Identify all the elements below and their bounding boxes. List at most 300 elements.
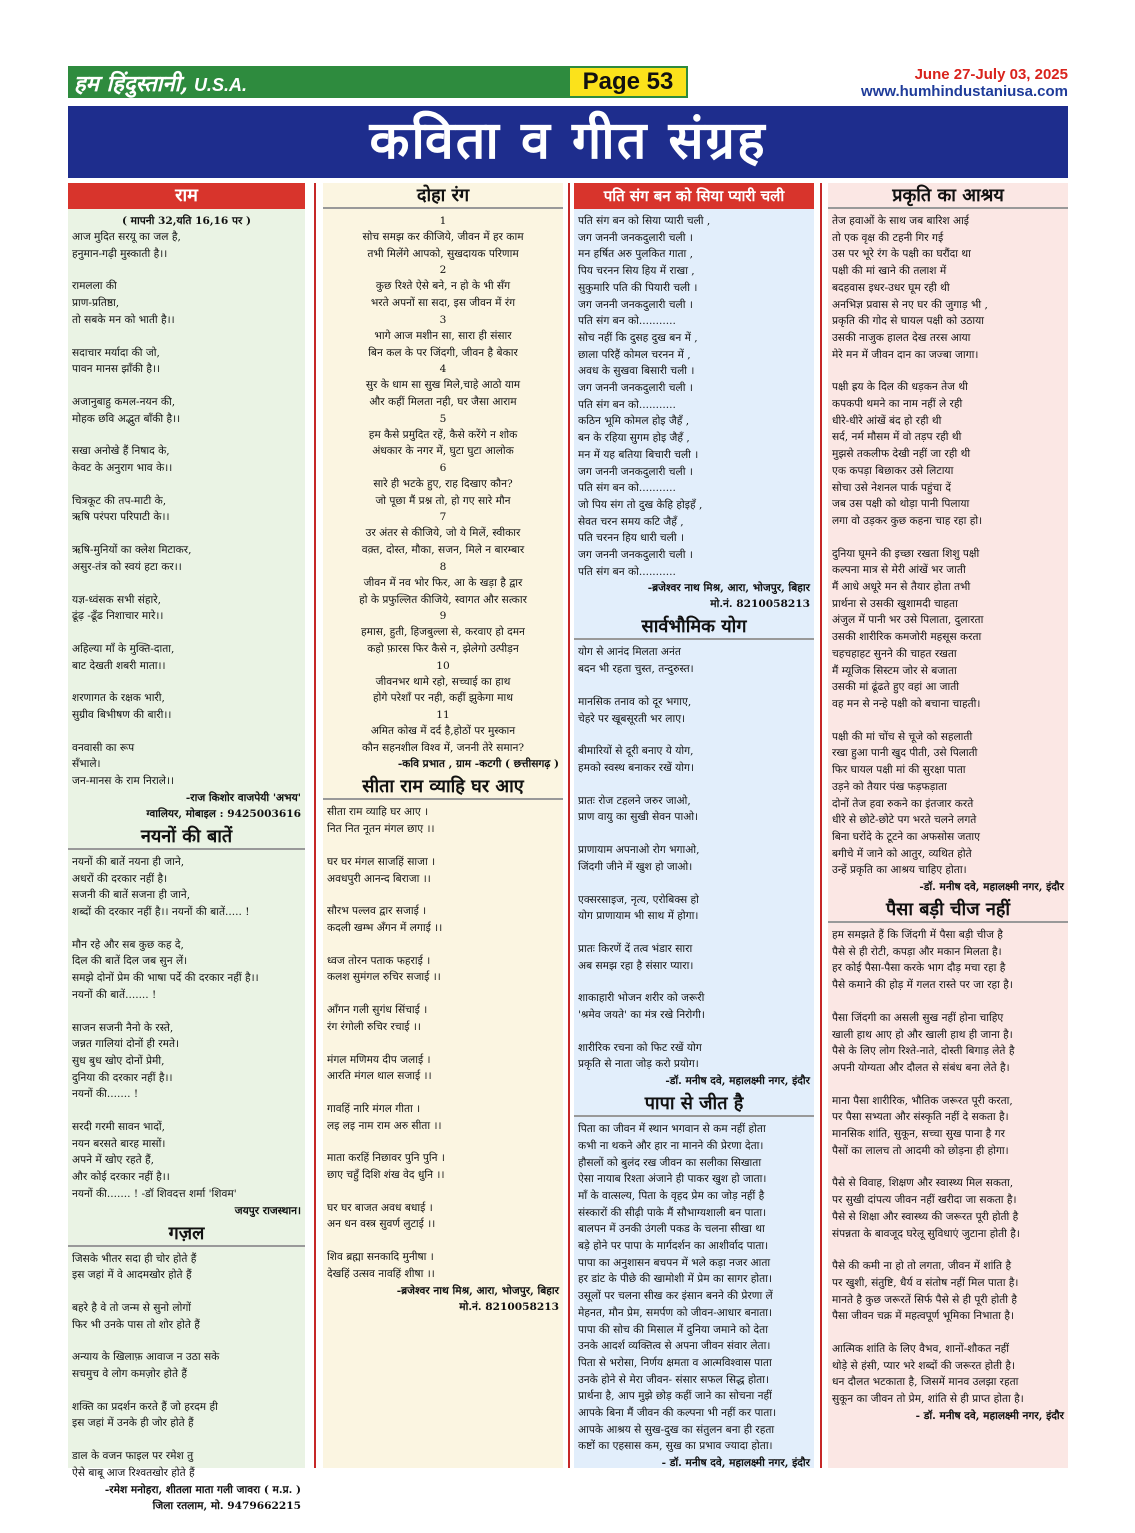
stanza-gap <box>578 727 810 743</box>
stanza-gap <box>72 1333 301 1349</box>
poem-line: पिता से भरोसा, निर्णय क्षमता व आत्मविश्वास पाता <box>578 1356 772 1369</box>
poem-line: ऋषि-मुनियों का क्लेश मिटाकर, <box>72 544 192 557</box>
poem-title: गज़ल <box>68 1221 305 1247</box>
poem-line: हमास, हुती, हिजबुल्ला से, करवाए हो दमन <box>361 626 525 639</box>
poem-body <box>68 854 305 1203</box>
poem-line: वक़्त, दोस्त, मौका, सजन, मिले न बारम्बार <box>361 544 525 557</box>
poem-line: बिन कल के पर जिंदगी, जीवन है बेकार <box>368 346 518 359</box>
poem-line: पापा का अनुशासन बचपन में भले कड़ा नजर आता <box>578 1256 771 1269</box>
poem-line: यज्ञ-ध्वंसक सभी संहारे, <box>72 593 162 606</box>
poem-line: सुग्रीव बिभीषण की बारी।। <box>72 709 172 722</box>
poem-line: अन धन वस्त्र सुवर्ण लुटाई ।। <box>327 1218 436 1231</box>
poem-section <box>574 614 814 1089</box>
poem-line: मैं आधे अधूरे मन से तैयार होता तभी <box>832 581 971 594</box>
poem-line: बालपन में उनकी उंगली पकड के चलना सीखा था <box>578 1223 765 1236</box>
poem-line: दोनों तेज हवा रुकने का इंतजार करते <box>832 797 974 810</box>
poem-line: सुकुमारि पति की पियारी चली । <box>578 281 698 294</box>
stanza-gap <box>578 876 810 892</box>
poem-line: पति संग बन को........... <box>578 315 676 328</box>
poem-line: मन हर्षित अरु पुलकित गाता , <box>578 248 693 261</box>
poem-author: मो.नं. 8210058213 <box>459 1300 559 1313</box>
poem-line: खाली हाथ आए हो और खाली हाथ ही जाना है। <box>832 1028 1013 1041</box>
stanza-gap <box>327 887 559 903</box>
poem-line: छाला परिहैं कोमल चरनन में , <box>578 348 691 361</box>
poem-line: वनवासी का रूप <box>72 741 135 754</box>
poem-line: प्राण वायु का सुखी सेवन पाओ। <box>578 811 699 824</box>
poem-body <box>68 1251 305 1482</box>
poem-line: मानसिक तनाव को दूर भगाए, <box>578 695 692 708</box>
poem-line: मन में यह बतिया बिचारी चली । <box>578 448 699 461</box>
poem-line: आँगन गली सुगंध सिंचाई । <box>327 1004 428 1017</box>
doha-number: 7 <box>439 511 447 524</box>
poem-line: मोहक छवि अद्भुत बाँकी है।। <box>72 412 181 425</box>
poem-line: मानसिक शांति, सुकून, सच्चा सुख पाना है गर <box>832 1128 1005 1141</box>
poem-line: अनभिज्ञ प्रवास से नए घर की जुगाड़ भी , <box>832 298 988 311</box>
poem-line: अंधकार के नगर में, घुटा घुटा आलोक <box>372 445 514 458</box>
poem-line: ऐसे बाबू आज रिश्वतखोर होते हैं <box>72 1466 195 1479</box>
poem-body <box>828 927 1068 1408</box>
poem-section <box>323 774 563 1314</box>
stanza-gap <box>832 1159 1064 1175</box>
stanza-gap <box>72 262 301 278</box>
poem-line: योग प्राणायाम भी साथ में होगा। <box>578 910 699 923</box>
poem-line: जिंदगी जीने में खुश हो जाओ। <box>578 860 693 873</box>
poem-line: जग जननी जनकदुलारी चली । <box>578 298 693 311</box>
poem-line: अवध के सुखवा बिसारी चली । <box>578 365 695 378</box>
column-1 <box>68 183 305 1512</box>
poem-line: प्रार्थना है, आप मुझे छोड़ कहीं जाने का सोचना नहीं <box>578 1390 772 1403</box>
stanza-gap <box>578 678 810 694</box>
stanza-gap <box>72 921 301 937</box>
issue-date: June 27-July 03, 2025 <box>914 66 1068 83</box>
poem-line: पापा की सोच की मिसाल में दुनिया जमाने को देता <box>578 1323 768 1336</box>
poem-line: डाल के वजन फाइल पर रमेश तु <box>72 1450 194 1463</box>
poem-line: केवट के अनुराग भाव के।। <box>72 462 173 475</box>
stanza-gap <box>72 427 301 443</box>
poem-author: - डॉ. मनीष दवे, महालक्ष्मी नगर, इंदौर <box>661 1457 810 1470</box>
poem-line: रखा हुआ पानी खुद पीती, उसे पिलाती <box>832 747 978 760</box>
poem-line: फिर घायल पक्षी मां की सुरक्षा पाता <box>832 764 966 777</box>
poem-line: शिव ब्रह्मा सनकादि मुनीषा । <box>327 1251 434 1264</box>
poem-line: बन के रहिया सुगम होइ जैहँ , <box>578 432 690 445</box>
poem-line: उसकी नाजुक हालत देख तरस आया <box>832 331 971 344</box>
poem-line: बदहवास इधर-उधर घूम रही थी <box>832 281 950 294</box>
poem-line: हर कोई पैसा-पैसा करके भाग दौड़ मचा रहा है <box>832 962 1006 975</box>
poem-line: प्रकृति से नाता जोड़ करो प्रयोग। <box>578 1058 699 1071</box>
doha-number: 8 <box>439 560 447 573</box>
stanza-gap <box>327 1085 559 1101</box>
poem-line: बगीचे में जाने को आतुर, व्यथित होते <box>832 847 972 860</box>
brand-bar <box>68 66 568 98</box>
stanza-gap <box>832 363 1064 379</box>
stanza-gap <box>72 1004 301 1020</box>
poem-line: शाकाहारी भोजन शरीर को जरूरी <box>578 992 705 1005</box>
poem-line: कुछ रिश्ते ऐसे बने, न हो के भी सँग <box>375 280 511 293</box>
poem-line: पैसे के लिए लोग रिश्ते-नाते, दोस्ती बिगाड़ लेते है <box>832 1045 1015 1058</box>
poem-line: प्रकृति की गोद से घायल पक्षी को उठाया <box>832 315 985 328</box>
stanza-gap <box>832 1077 1064 1093</box>
poem-line: जन्नत गालियां दोनों ही रमते। <box>72 1038 180 1051</box>
poem-line: दुनिया घूमने की इच्छा रखता शिशु पक्षी <box>832 547 980 560</box>
poem-title: दोहा रंग <box>323 183 563 209</box>
poem-line: पावन मानस झाँकी है।। <box>72 363 161 376</box>
poem-line: पर खुशी, संतुष्टि, धैर्य व संतोष नहीं मिल पाता है। <box>832 1276 1019 1289</box>
poem-line: ढूंढ़ -ढूँढ निशाचार मारे।। <box>72 610 164 623</box>
poem-line: सरदी गरमी सावन भादों, <box>72 1121 165 1134</box>
stanza-gap <box>327 937 559 953</box>
poem-line: तेज हवाओं के साथ जब बारिश आई <box>832 215 970 227</box>
poem-line: जीवन में नव भोर फिर, आ के खड़ा है द्वार <box>363 576 523 589</box>
poem-line: होगे परेशाँ पर नही, कहीं झुकेगा माथ <box>372 692 513 705</box>
stanza-gap <box>72 1432 301 1448</box>
stanza-gap <box>832 530 1064 546</box>
poem-title: नयनों की बातें <box>68 824 305 850</box>
poem-line: कौन सहनशील विश्व में, जननी तेरे समान? <box>361 741 525 754</box>
poem-line: मानते है कुछ जरूरतें सिर्फ पैसे से ही पूरी होती है <box>832 1293 1017 1306</box>
poem-line: वह मन से नन्हे पक्षी को बचाना चाहती। <box>832 697 981 710</box>
poem-line: संस्कारों की सीढ़ी पाके मैं सौभाग्यशाली बन पाता। <box>578 1206 767 1219</box>
poem-author: -रमेश मनोहरा, शीतला माता गली जावरा ( म.प्र. ) <box>104 1483 301 1496</box>
poem-line: कपकपी थमने का नाम नहीं ले रही <box>832 398 963 411</box>
poem-author: -राज किशोर वाजपेयी 'अभय' <box>185 791 301 804</box>
poem-title: सार्वभौमिक योग <box>574 614 814 640</box>
poem-line: पति चरनन हिय धारी चली । <box>578 532 684 545</box>
poem-line: उनके होने से मेरा जीवन- संसार सफल सिद्ध होता। <box>578 1373 769 1386</box>
poem-line: आपके आश्रय से सुख-दुख का संतुलन बना ही रहता <box>578 1423 775 1436</box>
page-number: Page 53 <box>568 66 688 98</box>
poem-author: -ब्रजेश्वर नाथ मिश्र, आरा, भोजपुर, बिहार <box>396 1284 559 1297</box>
poem-line: सेवत चरन समय कटि जैहँ , <box>578 515 684 528</box>
poem-line: नयनों की....... ! -डॉ शिवदत्त शर्मा 'शिवम' <box>72 1187 237 1200</box>
poem-line: मंगल मणिमय दीप जलाई । <box>327 1053 431 1066</box>
poem-line: प्रातः किरणें दें तत्व भंडार सारा <box>578 942 693 955</box>
poem-body <box>828 213 1068 879</box>
poem-author: - डॉ. मनीष दवे, महालक्ष्मी नगर, इंदौर <box>915 1409 1064 1422</box>
poem-body <box>574 1121 814 1455</box>
poem-line: 'श्रमेव जयते' का मंत्र रखे निरोगी। <box>578 1009 705 1022</box>
poem-line: कल्पना मात्र से मेरी आंखें भर जाती <box>832 564 966 577</box>
poem-line: भागे आज मशीन सा, सारा ही संसार <box>374 329 512 342</box>
poem-line: जग जननी जनकदुलारी चली । <box>578 465 693 478</box>
column-divider <box>820 183 822 1468</box>
poem-line: तभी मिलेंगे आपको, सुखदायक परिणाम <box>367 247 519 260</box>
poem-author: ग्वालियर, मोबाइल : 9425003616 <box>146 807 301 820</box>
column-divider <box>568 183 570 1468</box>
poem-line: हर डांट के पीछे की खामोशी में प्रेम का सागर होता। <box>578 1273 772 1286</box>
poem-line: हम कैसे प्रमुदित रहें, कैसे करेंगे न शोक <box>368 428 518 441</box>
poem-line: एक्सरसाइज, नृत्य, एरोबिक्स हो <box>578 893 699 906</box>
doha-number: 6 <box>439 462 447 475</box>
stanza-gap <box>72 1284 301 1300</box>
poem-line: बड़े होने पर पापा के मार्गदर्शन का आशीर्वाद पाता। <box>578 1240 769 1253</box>
poem-line: एक कपड़ा बिछाकर उसे लिटाया <box>832 464 954 477</box>
doha-number: 5 <box>439 412 447 425</box>
poem-line: सुध बुध खोए दोनों प्रेमी, <box>72 1054 165 1067</box>
poem-line: सौरभ पल्लव द्वार सजाई । <box>327 905 427 918</box>
poem-line: शरणागत के रक्षक भारी, <box>72 692 165 705</box>
poem-line: पक्षी की मां खाने की तलाश में <box>832 265 947 278</box>
poem-line: लगा वो उड़कर कुछ कहना चाह रहा हो। <box>832 514 983 527</box>
poem-line: पर सुखी दांपत्य जीवन नहीं खरीदा जा सकता है। <box>832 1194 1017 1207</box>
poem-line: पर पैसा सभ्यता और संस्कृति नहीं दे सकता है। <box>832 1111 1009 1124</box>
poem-title: प्रकृति का आश्रय <box>828 183 1068 209</box>
stanza-gap <box>72 477 301 493</box>
poem-line: पति संग बन को........... <box>578 398 676 411</box>
poem-line: उसकी शारीरिक कमजोरी महसूस करता <box>832 631 982 644</box>
poem-line: कठिन भूमि कोमल होइ जैहँ , <box>578 415 690 428</box>
poem-line: धन दौलत भटकाता है, जिसमें मानव उलझा रहता <box>832 1376 1019 1389</box>
poem-line: पैसे से विवाह, शिक्षण और स्वास्थ्य मिल सकता, <box>832 1177 1014 1190</box>
stanza-gap <box>578 974 810 990</box>
doha-list <box>323 213 563 756</box>
poem-line: पैसे से ही रोटी, कपड़ा और मकान मिलता है। <box>832 945 1002 958</box>
poem-line: नयन बरसते बारह मासों। <box>72 1137 166 1150</box>
poem-line: देखहिं उत्सव नावहिं शीषा ।। <box>327 1267 435 1280</box>
stanza-gap <box>72 526 301 542</box>
column-2 <box>323 183 563 1468</box>
poem-line: बाट देखती शबरी माता।। <box>72 659 166 672</box>
poem-author: -डॉ. मनीष दवे, महालक्ष्मी नगर, इंदौर <box>665 1075 810 1088</box>
poem-body <box>323 804 563 1282</box>
stanza-gap <box>72 1383 301 1399</box>
poem-line: उड़ने को तैयार पंख फड़फड़ाता <box>832 780 947 793</box>
poem-line: अजानुबाहु कमल-नयन की, <box>72 395 176 408</box>
poem-line: उनके आदर्श व्यक्तित्व से अपना जीवन संवार लेता। <box>578 1340 771 1353</box>
section-banner: कविता व गीत संग्रह <box>68 106 1068 178</box>
poem-line: उसकी मां ढूंढते हुए वहां आ जाती <box>832 681 960 694</box>
poem-line: तो सबके मन को भाती है।। <box>72 313 175 326</box>
poem-line: पक्षी ह्रय के दिल की धड़कन तेज थी <box>832 381 968 394</box>
poem-line: धीरे से छोटे-छोटे पग भरते चलने लगते <box>832 814 977 827</box>
column-3 <box>574 183 814 1468</box>
poem-line: जन-मानस के राम निराले।। <box>72 775 175 788</box>
poem-line: दिल की बातें दिल जब सुन लें। <box>72 955 188 968</box>
poem-title: राम <box>68 183 305 209</box>
poem-line: नयनों की बातें....... ! <box>72 988 157 1001</box>
poem-line: प्रार्थना से उसकी खुशामदी चाहता <box>832 597 958 610</box>
brand-name: हम हिंदुस्तानी, <box>74 71 188 97</box>
poem-meter: ( मापनी 32,यति 16,16 पर ) <box>121 215 252 227</box>
poem-line: इस जहां में वे आदमखोर होते हैं <box>72 1269 192 1282</box>
poem-line: अंजुल में पानी भर उसे पिलाता, दुलारता <box>832 614 984 627</box>
poem-title: पापा से जीत है <box>574 1091 814 1117</box>
poem-line: जग जननी जनकदुलारी चली । <box>578 549 693 562</box>
poem-line: ऋषि परंपरा परिपाटी के।। <box>72 511 170 524</box>
stanza-gap <box>72 1103 301 1119</box>
poem-line: असुर-तंत्र को स्वयं हटा कर।। <box>72 560 182 573</box>
stanza-gap <box>832 1325 1064 1341</box>
poem-line: जिसके भीतर सदा ही चोर होते हैं <box>72 1252 197 1265</box>
brand-logo <box>74 68 247 98</box>
poem-line: रामलला की <box>72 280 117 293</box>
poem-line: पिय चरनन सिय हिय में राखा , <box>578 265 695 278</box>
poem-line: नित नित नूतन मंगल छाए ।। <box>327 823 435 836</box>
poem-line: आज मुदित सरयू का जल है, <box>72 231 181 243</box>
poem-line: प्राणायाम अपनाओ रोग भगाओ, <box>578 844 700 857</box>
poem-line: संपन्नता के बावजूद घरेलू सुविधाएं जुटाना होती है। <box>832 1227 1020 1240</box>
poem-line: पैसों का लालच तो आदमी को छोड़ना ही होगा। <box>832 1144 1009 1157</box>
page-header <box>68 66 1068 102</box>
stanza-gap <box>578 777 810 793</box>
poem-line: बिना घरोंदे के टूटने का अफसोस जताए <box>832 830 980 843</box>
brand-suffix: U.S.A. <box>193 75 247 95</box>
stanza-gap <box>327 986 559 1002</box>
poem-line: योग से आनंद मिलता अनंत <box>578 646 681 659</box>
poem-line: पति संग बन को सिया प्यारी चली , <box>578 215 711 227</box>
poem-line: जब उस पक्षी को थोड़ा पानी पिलाया <box>832 498 970 511</box>
poem-line: पैसे कमाने की होड़ में गलत रास्ते पर जा रहा है। <box>832 979 1013 992</box>
poem-line: उन्हें प्रकृति का आश्रय चाहिए होता। <box>832 864 967 877</box>
doha-number: 10 <box>436 659 450 672</box>
poem-line: घर घर मंगल साजहिं साजा । <box>327 855 436 868</box>
poem-line: प्राण-प्रतिष्ठा, <box>72 297 120 310</box>
stanza-gap <box>72 724 301 740</box>
poem-line: अब समझ रहा है संसार प्यारा। <box>578 959 694 972</box>
poem-line: दुनिया की दरकार नहीं है।। <box>72 1071 173 1084</box>
poem-line: तो एक वृक्ष की टहनी गिर गई <box>832 231 944 244</box>
stanza-gap <box>578 1024 810 1040</box>
poem-line: शारीरिक रचना को फिट रखें योग <box>578 1041 702 1054</box>
poem-line: सुकून का जीवन तो प्रेम, शांति से ही प्राप्त होता है। <box>832 1393 1024 1406</box>
poem-author: जिला रतलाम, मो. 9479662215 <box>152 1499 301 1512</box>
poem-line: पक्षी की मां चोंच से चूजे को सहलाती <box>832 730 973 743</box>
poem-line: जग जननी जनकदुलारी चली । <box>578 231 693 244</box>
poem-line: नयनों की....... ! <box>72 1088 139 1101</box>
poem-line: पति संग बन को........... <box>578 482 676 495</box>
poem-line: सारे ही भटके हुए, राह दिखाए कौन? <box>373 478 513 491</box>
poem-title: पति संग बन को सिया प्यारी चली <box>574 183 814 209</box>
poem-line: उसूलों पर चलना सीख कर इंसान बनने की प्रेरणा लें <box>578 1290 773 1303</box>
poem-line: कष्टों का एहसास कम, सुख का प्रभाव ज्यादा होता। <box>578 1440 773 1453</box>
poem-line: उर अंतर से कीजिये, जो ये मिलें, स्वीकार <box>365 527 521 540</box>
poem-line: अपनी योग्यता और दौलत से संबंध बना लेते है। <box>832 1061 1010 1074</box>
poem-line: सर्द, नर्म मौसम में वो तड़प रही थी <box>832 431 962 444</box>
poem-line: छाए चहुँ दिशि शंख वेद धुनि ।। <box>327 1169 445 1182</box>
stanza-gap <box>327 1233 559 1249</box>
poem-line: माना पैसा शारीरिक, भौतिक जरूरत पूरी करता, <box>832 1094 1013 1107</box>
poem-line: बदन भी रहता चुस्त, तन्दुरुस्त। <box>578 663 694 676</box>
poem-line: पति संग बन को........... <box>578 565 676 578</box>
poem-line: थोड़े से हंसी, प्यार भरे शब्दों की जरूरत होती है। <box>832 1359 1015 1372</box>
poem-line: साजन सजनी नैनो के रस्ते, <box>72 1021 174 1034</box>
poem-line: नयनों की बातें नयना ही जाने, <box>72 855 185 868</box>
poem-line: गावहिं नारि मंगल गीता । <box>327 1102 421 1115</box>
poem-author: जयपुर राजस्थान। <box>234 1204 301 1217</box>
poem-line: पैसा जीवन चक्र में महत्वपूर्ण भूमिका निभाता है। <box>832 1310 1015 1323</box>
poem-line: मेरे मन में जीवन दान का जज्बा जागा। <box>832 348 979 361</box>
column-divider <box>314 183 316 1468</box>
poem-line: शक्ति का प्रदर्शन करते हैं जो हरदम ही <box>72 1400 218 1413</box>
poem-line: पैसा जिंदगी का असली सुख नहीं होना चाहिए <box>832 1011 1004 1024</box>
site-url[interactable]: www.humhindustaniusa.com <box>861 83 1068 100</box>
poem-line: रंग रंगोली रुचिर रचाई ।। <box>327 1020 421 1033</box>
poem-line: हौसलों को बुलंद रख जीवन का सलीका सिखाता <box>578 1156 762 1169</box>
doha-number: 9 <box>439 610 447 623</box>
poem-title: सीता राम व्याहि घर आए <box>323 774 563 800</box>
poem-section <box>68 1221 305 1514</box>
poem-line: हमको स्वस्थ बनाकर रखें योग। <box>578 761 695 774</box>
doha-number: 3 <box>439 313 447 326</box>
poem-line: हनुमान-गढ़ी मुस्काती है।। <box>72 247 168 260</box>
stanza-gap <box>832 713 1064 729</box>
poem-line: चहचहाहट सुनने की चाहत रखता <box>832 647 957 660</box>
column-4 <box>828 183 1068 1468</box>
doha-number: 1 <box>439 215 447 227</box>
poem-line: अहिल्या माँ के मुक्ति-दाता, <box>72 642 175 655</box>
stanza-gap <box>72 378 301 394</box>
poem-line: सँभाले। <box>72 758 101 771</box>
poem-line: बीमारियों से दूरी बनाए ये योग, <box>578 745 694 758</box>
poem-line: मुझसे तकलीफ देखी नहीं जा रही थी <box>832 448 971 461</box>
poem-line: समझे दोनों प्रेम की भाषा पर्दे की दरकार नहीं है।। <box>72 972 259 985</box>
poem-line: लइ लइ नाम राम अरु सीता ।। <box>327 1119 442 1132</box>
poem-line: चेहरे पर खूबसूरती भर लाए। <box>578 712 686 725</box>
poem-line: जो पिय संग तो दुख केहि होइहँ , <box>578 498 703 511</box>
poem-line: आरति मंगल थाल सजाई ।। <box>327 1070 432 1083</box>
poem-author: -कवि प्रभात , ग्राम -कटगी ( छत्तीसगढ़ ) <box>397 758 559 771</box>
poem-line: सीता राम व्याहि घर आए । <box>327 806 429 819</box>
poem-line: कलश सुमंगल रुचिर सजाई ।। <box>327 971 441 984</box>
poem-section <box>828 897 1068 1424</box>
stanza-gap <box>327 1134 559 1150</box>
poem-line: पैसे की कमी ना हो तो लगता, जीवन में शांति है <box>832 1260 1012 1273</box>
poem-line: सोच समझ कर कीजिये, जीवन में हर काम <box>362 231 524 243</box>
stanza-gap <box>72 674 301 690</box>
poem-line: चित्रकूट की तप-माटी के, <box>72 494 167 507</box>
poem-line: अन्याय के खिलाफ़ आवाज न उठा सके <box>72 1351 220 1364</box>
poem-line: माता करहिं निछावर पुनि पुनि । <box>327 1152 445 1165</box>
poem-line: हम समझते हैं कि जिंदगी में पैसा बड़ी चीज है <box>832 929 1003 942</box>
poem-line: मैं म्यूजिक सिस्टम जोर से बजाता <box>832 664 957 677</box>
stanza-gap <box>72 576 301 592</box>
poem-body <box>574 644 814 1073</box>
poem-line: मौन रहे और सब कुछ कह दे, <box>72 938 184 951</box>
poem-body <box>574 213 814 580</box>
poem-line: सखा अनोखे हैं निषाद के, <box>72 445 170 458</box>
stanza-gap <box>832 1242 1064 1258</box>
poem-line: कभी ना थकने और हार ना मानने की प्रेरणा देता। <box>578 1139 764 1152</box>
poem-author: -ब्रजेश्वर नाथ मिश्र, आरा, भोजपुर, बिहार <box>647 582 810 595</box>
poem-line: सजनी की बातें सजना ही जाने, <box>72 889 191 902</box>
poem-line: उस पर भूरे रंग के पक्षी का घरौंदा था <box>832 248 971 261</box>
poem-line: जो पूछा मैं प्रश्न तो, हो गए सारे मौन <box>375 494 511 507</box>
stanza-gap <box>327 1184 559 1200</box>
poem-line: सदाचार मर्यादा की जो, <box>72 346 160 359</box>
poem-line: बहरे है वे तो जन्म से सुनो लोगों <box>72 1301 192 1314</box>
poem-line: पिता का जीवन में स्थान भगवान से कम नहीं होता <box>578 1123 766 1136</box>
stanza-gap <box>72 625 301 641</box>
poem-line: सचमुच वे लोग कमज़ोर होते हैं <box>72 1368 188 1381</box>
poem-line: इस जहां में उनके ही जोर होते हैं <box>72 1417 194 1430</box>
poem-line: सोच नहीं कि दुसह दुख बन में , <box>578 331 698 344</box>
poem-line: शब्दों की दरकार नहीं है।। नयनों की बातें..... ! <box>72 905 250 918</box>
doha-number: 2 <box>439 264 447 277</box>
poem-body <box>68 229 305 790</box>
poem-line: सुर के धाम सा सुख मिले,चाहे आठो याम <box>365 379 521 392</box>
poem-line: ऐसा नायाब रिश्ता अंजाने ही पाकर खुश हो जाता। <box>578 1173 767 1186</box>
stanza-gap <box>72 329 301 345</box>
stanza-gap <box>327 838 559 854</box>
poem-line: मेहनत, मौन प्रेम, समर्पण को जीवन-आधार बनाता। <box>578 1306 773 1319</box>
poem-line: ध्वज तोरन पताक फहराई । <box>327 954 431 967</box>
poem-line: कदली खम्भ अँगन में लगाई ।। <box>327 921 443 934</box>
poem-line: जीवनभर थामे रहो, सच्चाई का हाथ <box>375 675 511 688</box>
poem-line: अवधपुरी आनन्द बिराजा ।। <box>327 872 431 885</box>
poem-line: जग जननी जनकदुलारी चली । <box>578 382 693 395</box>
poem-line: अमित कोख में दर्द है,होठों पर मुस्कान <box>370 725 516 738</box>
doha-number: 4 <box>439 363 447 376</box>
poem-line: अधरों की दरकार नहीं है। <box>72 872 168 885</box>
